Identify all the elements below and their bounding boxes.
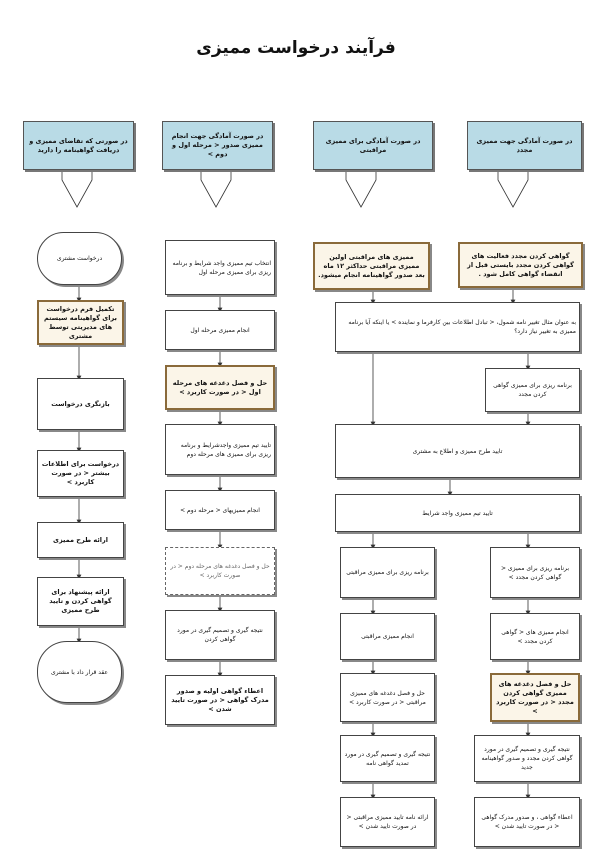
approve-plan-notify: تایید طرح ممیزی و اطلاع به مشتری xyxy=(335,424,580,478)
surveillance-approval-letter: ارائه نامه تایید ممیزی مراقبتی < در صورت تایید شدن > xyxy=(340,797,435,847)
present-audit-plan: ارائه طرح ممیزی xyxy=(37,522,124,558)
header-recertification: در صورت آمادگی جهت ممیزی مجدد xyxy=(467,121,582,170)
resolve-surveillance-concerns: حل و فصل دغدغه های ممیزی مراقبتی < در صورت کاربرد > xyxy=(340,673,435,722)
grant-recertificate: اعطاء گواهی ، و صدور مدرک گواهی < در صورت تایید شدن > xyxy=(474,797,580,847)
header-initial-certification: در صورتی که تقاضای ممیزی و دریافت گواهینامه را دارید xyxy=(23,121,134,170)
plan-recertification: برنامه ریزی برای ممیزی < گواهی کردن مجدد > xyxy=(490,547,580,598)
conduct-surveillance: انجام ممیزی مراقبتی xyxy=(340,613,435,660)
recertification-note: گواهی کردن مجدد فعالیت های گواهی کردن مجدد بایستی قبل از انقضاء گواهی کامل شود . xyxy=(458,242,583,288)
page-title: فرآیند درخواست ممیزی xyxy=(196,38,396,58)
recert-decision: نتیجه گیری و تصمیم گیری در مورد گواهی کردن مجدد و صدور گواهینامه جدید xyxy=(474,735,580,782)
resolve-stage-2-concerns: حل و فصل دغدغه های مرحله دوم < در صورت کاربرد > xyxy=(165,547,275,595)
resolve-recert-concerns: حل و فصل دغدغه های ممیزی گواهی کردن مجدد < در صورت کاربرد > xyxy=(490,673,580,722)
renewal-decision: نتیجه گیری و تصمیم گیری در مورد تمدید گواهی نامه xyxy=(340,735,435,782)
conduct-stage-2: انجام ممیزیهای < مرحله دوم > xyxy=(165,490,275,530)
proposal-and-plan-approval: ارائه پیشنهاد برای گواهی کردن و تایید طرح ممیزی xyxy=(37,577,124,626)
header-chevron-1 xyxy=(62,170,92,207)
header-chevron-2 xyxy=(201,170,231,207)
select-team-stage-1: انتخاب تیم ممیزی واجد شرایط و برنامه ریزی برای ممیزی مرحله اول xyxy=(165,240,275,295)
header-stage-audits: در صورت آمادگی جهت انجام ممیزی صدور < مرحله اول و دوم > xyxy=(162,121,273,170)
approve-qualified-team: تایید تیم ممیزی واجد شرایط xyxy=(335,494,580,532)
resolve-stage-1-concerns: حل و فصل دغدغه های مرحله اول < در صورت کاربرد > xyxy=(165,365,275,410)
review-request: بازنگری درخواست xyxy=(37,378,124,430)
contract-with-customer: عقد قرار داد با مشتری xyxy=(37,641,122,703)
conduct-stage-1: انجام ممیزی مرحله اول xyxy=(165,310,275,350)
header-surveillance: در صورت آمادگی برای ممیزی مراقبتی xyxy=(313,121,433,170)
certification-decision: نتیجه گیری و تصمیم گیری در مورد گواهی کردن xyxy=(165,610,275,660)
customer-request: درخواست مشتری xyxy=(37,232,122,285)
grant-initial-certificate: اعطاء گواهی اولیه و صدور مدرک گواهی < در صورت تایید شدن > xyxy=(165,675,275,725)
request-more-info: درخواست برای اطلاعات بیشتر < در صورت کاربرد > xyxy=(37,450,124,497)
plan-surveillance: برنامه ریزی برای ممیزی مراقبتی xyxy=(340,547,435,598)
approve-team-stage-2: تایید تیم ممیزی واجدشرایط و برنامه ریزی برای ممیزی های مرحله دوم xyxy=(165,424,275,475)
fill-application-form: تکمیل فرم درخواست برای گواهینامه سیستم های مدیریتی توسط مشتری xyxy=(37,300,124,345)
conduct-recertification: انجام ممیزی های < گواهی کردن مجدد > xyxy=(490,613,580,660)
header-chevron-4 xyxy=(498,170,528,207)
surveillance-audits-note: ممیزی های مراقبتی اولین ممیزی مراقبتی حداکثر ۱۲ ماه بعد صدور گواهینامه انجام میشود. xyxy=(313,242,430,290)
scope-change-check: به عنوان مثال تغییر نامه شمول، < تبادل اطلاعات بین کارفرما و نماینده > یا اینکه آیا برنامه ممیزی به تغییر نیاز دارد؟ xyxy=(335,302,580,352)
recert-planning: برنامه ریزی برای ممیزی گواهی کردن مجدد xyxy=(485,368,580,412)
header-chevron-3 xyxy=(346,170,376,207)
